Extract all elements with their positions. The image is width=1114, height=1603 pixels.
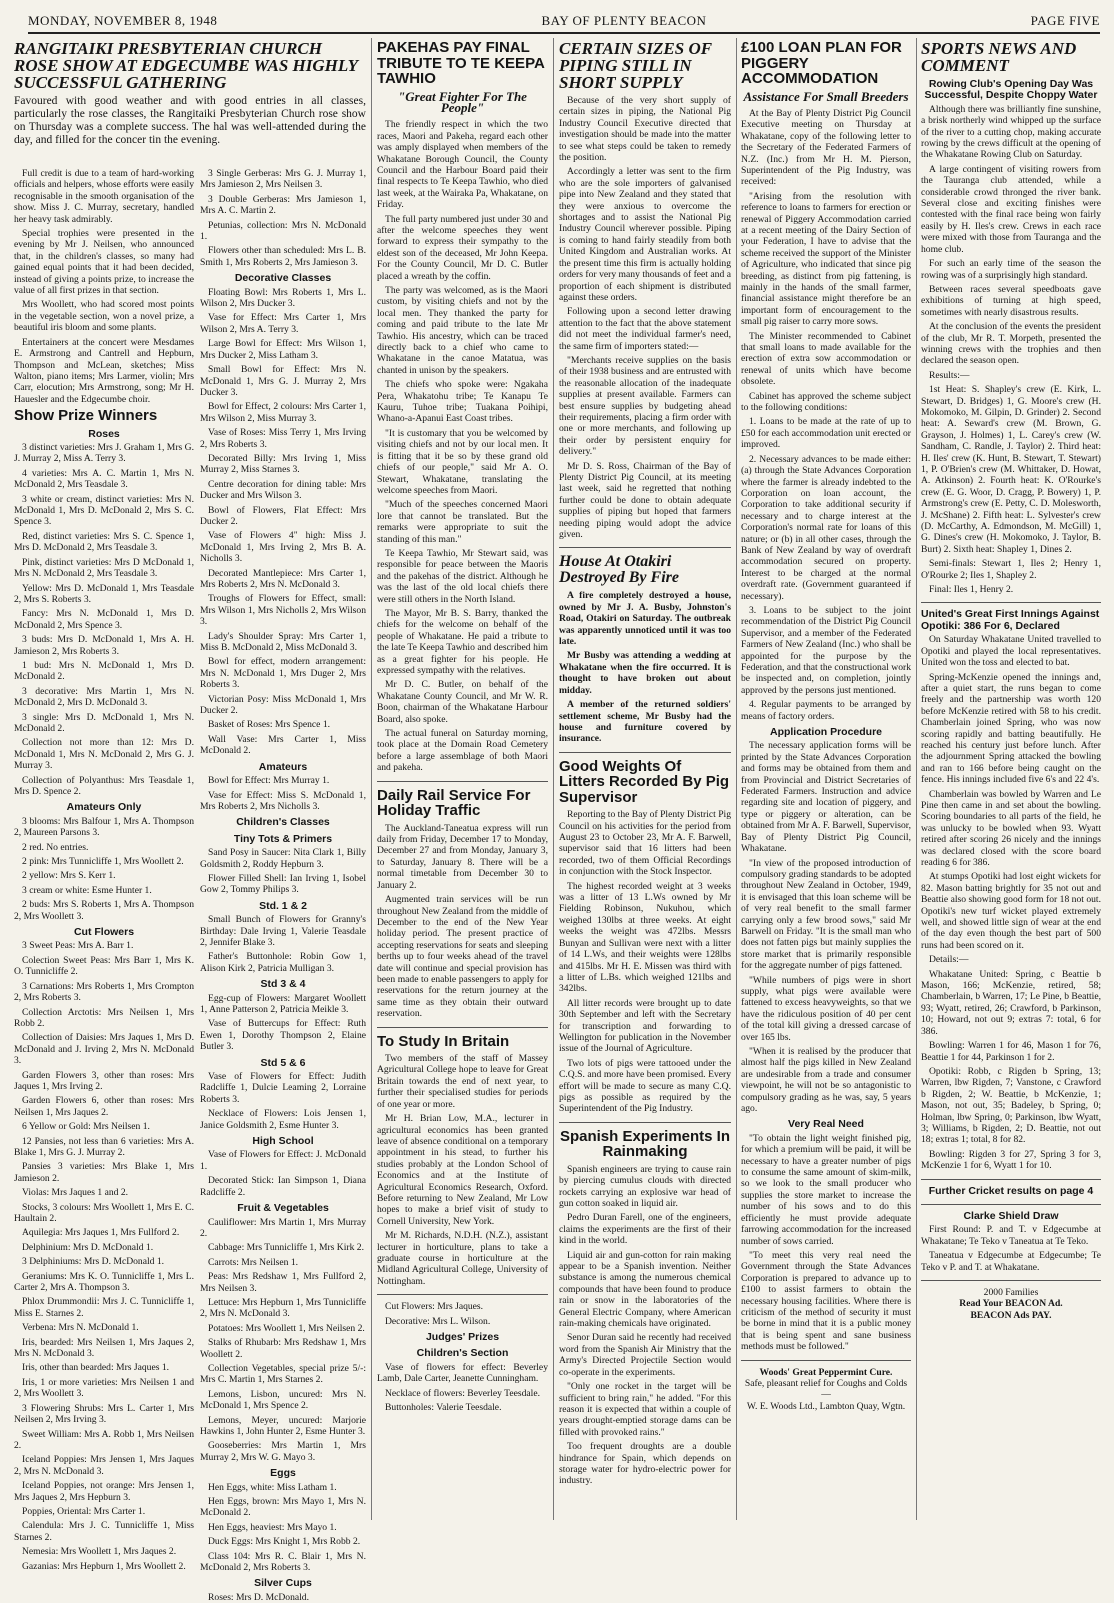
paragraph: Fancy: Mrs N. McDonald 1, Mrs D. McDonald 2, Mrs Spence 3. (14, 608, 194, 631)
paragraph: Although there was brilliantly fine sunshine, a brisk northerly wind whipped up the surface of the river to a cutting chop, making accurate rowing by the crews difficult at the opening of the Whakatane Rowing Club on Saturday. (921, 103, 1101, 161)
paragraph: Carrots: Mrs Neilsen 1. (208, 1256, 299, 1268)
paragraph: Roses: Mrs D. McDonald. (208, 1591, 309, 1603)
paragraph: The full party numbered just under 30 and after the welcome speeches they went forward to express their sympathy to the eldest son of the deceased, Mr John Keepa. For the County Council, Mr D. C. Butler placed a wreath by the coffin. (377, 213, 548, 282)
paragraph: 3 distinct varieties: Mrs J. Graham 1, Mrs G. J. Murray 2, Miss A. Terry 3. (14, 442, 194, 465)
paragraph: Two lots of pigs were tattooed under the C.Q.S. and more have been promised. Every effort will be made to secure as many C.Q. pigs as possible as required by the Superintendent of the Pig Industry. (559, 1057, 731, 1115)
paragraph: Nemesia: Mrs Woollett 1, Mrs Jaques 2. (22, 1546, 177, 1558)
paragraph: Vase of Roses: Miss Terry 1, Mrs Irving 2, Mrs Roberts 3. (200, 427, 366, 450)
paragraph: Too frequent droughts are a double hindrance for Spain, which depends on storage water for hydro-electric power for industry. (559, 1441, 731, 1487)
divider (921, 1280, 1101, 1281)
divider (559, 547, 731, 548)
paragraph: Poppies, Oriental: Mrs Carter 1. (22, 1505, 146, 1517)
paragraph: Opotiki: Robb, c Rigden b Spring, 13; Warren, lbw Rigden, 7; Vanstone, c Crawford b Rigden, 2; W. Beattie, b McKenzie, 1; Mason, not out, 35; Badeley, b Spring, 0; Holman, lbw Spring, 0; Parkinson, lbw Wyatt, 3; Williams, b Rigden, 2; D. Beattie, not out 18; extras 1; total, 8 for 82. (921, 1065, 1101, 1146)
real-need-heading: Very Real Need (788, 1118, 864, 1131)
paragraph: Mr M. Richards, N.D.H. (N.Z.), assistant lecturer in horticulture, plans to take a graduate course in horticulture at the Midland Agricultural College, University of Nottingham. (377, 1230, 548, 1287)
loan-plan-headline: £100 LOAN PLAN FOR PIGGERY ACCOMMODATION (741, 39, 902, 87)
gerberas-list (200, 168, 366, 268)
paragraph: Geraniums: Mrs K. O. Tunnicliffe 1, Mrs L. Carter 2, Mrs A. Thompson 3. (14, 1270, 194, 1294)
paragraph: Buttonholes: Valerie Teesdale. (385, 1402, 502, 1414)
paragraph: On Saturday Whakatane United travelled to Opotiki and played the local representatives. United won the toss and elected to bat. (921, 634, 1101, 669)
paragraph: Vase of Flowers for Effect: Judith Radcliffe 1, Dulcie Leaming 2, Lorraine Roberts 3. (200, 1071, 366, 1105)
std-3-4-heading: Std 3 & 4 (260, 978, 306, 991)
clarke-shield-heading: Clarke Shield Draw (963, 1209, 1059, 1222)
paragraph: Liquid air and gun-cotton for rain making appear to be a Spanish invention. Neither substance is among the numerous chemical compounds that have been found to produce rain or snow in the laboratories of the General Electric Company, where American rain-making chemicals have originated. (559, 1249, 731, 1330)
paragraph: Delphinium: Mrs D. McDonald 1. (22, 1241, 154, 1253)
divider (377, 1027, 548, 1028)
britain-headline: To Study In Britain (377, 1032, 510, 1050)
divider (377, 781, 548, 782)
paragraph: 12 Pansies, not less than 6 varieties: Mrs A. Blake 1, Mrs G. J. Murray 2. (14, 1135, 194, 1158)
paragraph: The Minister recommended to Cabinet that small loans to made available for the erection of extra sow accommodation or renewal of units which have become obsolete. (741, 330, 911, 388)
paragraph: Vase of Buttercups for Effect: Ruth Ewen 1, Dorothy Thompson 2, Elaine Butler 3. (200, 1018, 366, 1053)
silver-cups-heading: Silver Cups (254, 1577, 312, 1590)
paragraph: 3 Single Gerberas: Mrs G. J. Murray 1, Mrs Jamieson 2, Mrs Neilsen 3. (200, 168, 366, 191)
paragraph: Decorated Mantlepiece: Mrs Carter 1, Mrs Roberts 2, Mrs N. McDonald 3. (200, 567, 366, 590)
paragraph: 3 Sweet Peas: Mrs A. Barr 1. (22, 940, 134, 952)
paragraph: Lemons, Meyer, uncured: Marjorie Hawkins 1, John Hunter 2, Esme Hunter 3. (200, 1414, 366, 1437)
paragraph: Mrs Woollett, who had scored most points in the vegetable section, won a novel prize, a beautiful iris bloom and some plants. (14, 299, 194, 334)
judges-list (377, 1362, 548, 1414)
column-4 (559, 38, 731, 1520)
judges-subheading: Children's Section (416, 1347, 509, 1360)
paragraph: Bowling: Rigden 3 for 27, Spring 3 for 3, McKenzie 1 for 6, Wyatt 1 for 10. (921, 1148, 1101, 1172)
loan-plan-subhead: Assistance For Small Breeders (743, 88, 909, 104)
paragraph: 1 bud: Mrs N. McDonald 1, Mrs D. McDonald 2. (14, 659, 194, 683)
application-body (741, 740, 911, 1114)
cricket-body (921, 634, 1101, 1171)
childrens-heading: Children's Classes (236, 816, 330, 829)
paragraph: Stalks of Rhubarb: Mrs Redshaw 1, Mrs Woollett 2. (200, 1337, 366, 1360)
paragraph: Flower Filled Shell: Ian Irving 1, Isobel Gow 2, Tommy Philips 3. (200, 872, 366, 896)
paragraph: Mr D. S. Ross, Chairman of the Bay of Plenty District Pig Council, at its meeting last week, said he regretted that nothing further could be done to obtain adequate supplies of piping but hoped that farmers needing piping would adopt the advice given. (559, 460, 731, 541)
paragraph: Details:— (929, 954, 969, 966)
issue-date: MONDAY, NOVEMBER 8, 1948 (28, 13, 218, 28)
paragraph: 3 Carnations: Mrs Roberts 1, Mrs Crompton 2, Mrs Roberts 3. (14, 980, 194, 1004)
paragraph: Hen Eggs, white: Miss Latham 1. (208, 1481, 337, 1493)
cricket-heading: United's Great First Innings Against Opotiki: 386 For 6, Declared (921, 608, 1100, 632)
paragraph: Gazanias: Mrs Hepburn 1, Mrs Woollett 2. (22, 1560, 186, 1572)
paragraph: 3 single: Mrs D. McDonald 1, Mrs N. McDonald 2. (14, 711, 194, 734)
paragraph: Wall Vase: Mrs Carter 1, Miss McDonald 2. (200, 733, 366, 757)
paragraph: Pink, distinct varieties: Mrs D McDonald 1, Mrs N. McDonald 2, Mrs Teasdale 3. (14, 556, 194, 580)
application-heading: Application Procedure (769, 726, 883, 739)
std-5-6-list (200, 1071, 366, 1131)
paragraph: Violas: Mrs Jaques 1 and 2. (22, 1187, 129, 1199)
paragraph: The highest recorded weight at 3 weeks was a litter of 13 L.Ws owned by Mr Fielding Robinson, Nukuhou, which weighed 130lbs at three weeks. At eight weeks the weight was 472lbs. Messrs Bunyan and Sullivan were next with a litter of 14 L.Ws, and their weights were 128lbs and 415lbs. Mr H. E. Missen was third with a litter of L.Bs. which weighed 121lbs and 342lbs. (559, 880, 731, 995)
paragraph: Hen Eggs, heaviest: Mrs Mayo 1. (208, 1521, 337, 1533)
paragraph: 3 decorative: Mrs Martin 1, Mrs N. McDonald 2, Mrs D. McDonald 3. (14, 685, 194, 709)
paragraph: The Auckland-Taneatua express will run daily from Friday, December 17 to Monday, December 27 and from Monday, January 3, to Saturday, January 8. There will be a normal timetable from December 30 to January 2. (377, 822, 548, 891)
paragraph: Bowl for effect, modern arrangement: Mrs N. McDonald 1, Mrs Duger 2, Mrs Roberts 3. (200, 656, 366, 691)
paragraph: First Round: P. and T. v Edgecumbe at Whakatane; Te Teko v Taneatua at Te Teko. (921, 1224, 1101, 1247)
paragraph: Stocks, 3 colours: Mrs Woollett 1, Mrs E. C. Haultain 2. (14, 1201, 194, 1224)
std-1-2-list (200, 914, 366, 974)
paragraph: Pansies 3 varieties: Mrs Blake 1, Mrs Jamieson 2. (14, 1161, 194, 1184)
rowing-body (921, 104, 1101, 596)
tiny-tots-list (200, 847, 366, 896)
paragraph: Chamberlain was bowled by Warren and Le Pine then came in and set about the bowling. Scoring boundaries to all parts of the field, he was unlucky to be bowled when 93. Wyatt retired after scoring 26 nicely and the innings was declared closed with the score board reading 6 for 386. (921, 788, 1101, 868)
paragraph: Following upon a second letter drawing attention to the fact that the above statement did not meet the individual farmer's need, the same firm of importers stated:— (559, 306, 731, 352)
paragraph: Bowl for Effect: Mrs Murray 1. (208, 775, 330, 787)
paragraph: Verbena: Mrs N. McDonald 1. (22, 1322, 139, 1334)
paragraph: Centre decoration for dining table: Mrs Ducker and Mrs Wilson 3. (200, 478, 366, 502)
roses-heading: Roses (88, 427, 120, 440)
paragraph: "Only one rocket in the target will be sufficient to bring rain," he added. "For this reason it is expected that within a couple of years drought-emptied storage dams can be filled with provoked rains." (559, 1381, 731, 1438)
column-1 (14, 168, 194, 1572)
rose-show-body (14, 168, 194, 405)
paragraph: Colection Sweet Peas: Mrs Barr 1, Mrs K. O. Tunnicliffe 2. (14, 954, 194, 978)
paragraph: Vase for Effect: Miss S. McDonald 1, Mrs Roberts 2, Mrs Nicholls 3. (200, 789, 366, 812)
paragraph: Bowl of Flowers, Flat Effect: Mrs Ducker 2. (200, 504, 366, 527)
paragraph: Large Bowl for Effect: Mrs Wilson 1, Mrs Ducker 2, Miss Latham 3. (200, 338, 366, 361)
amateurs-heading: Amateurs (258, 760, 308, 773)
tribute-body (377, 119, 548, 773)
paragraph: Collection Vegetables, special prize 5/-: Mrs C. Martin 1, Mrs Starnes 2. (200, 1362, 366, 1386)
paragraph: 4 varieties: Mrs A. C. Martin 1, Mrs N. McDonald 2, Mrs Teasdale 3. (14, 467, 194, 491)
paragraph: Te Keepa Tawhio, Mr Stewart said, was responsible for peace between the Maoris and the pakehas of the district. Although he was the last of the old local chiefs there were still others in the North Island. (377, 547, 548, 605)
litters-body (559, 809, 731, 1115)
masthead (28, 10, 1100, 34)
paragraph: "When it is realised by the producer that almost half the pigs killed in New Zealand are undesirable from a trade and consumer viewpoint, he will not be so antagonistic to compulsory grading as he was, say, 5 years ago. (741, 1046, 911, 1115)
paragraph: Collection of Daisies: Mrs Jaques 1, Mrs D. McDonald and J. Irving 2, Mrs N. McDonald 3. (14, 1032, 194, 1067)
paragraph: "In view of the proposed introduction of compulsory grading standards to be adopted throughout New Zealand in October, 1949, it is envisaged that this loan scheme will be of very real benefit to the small farmer carrying only a few brood sows," said Mr Barwell on Friday. "It is the small man who does not fatten pigs but mainly supplies the store market that is primarily responsible for the aggregate number of pigs fattened. (741, 857, 911, 972)
paragraph: 3 Delphiniums: Mrs D. McDonald 1. (22, 1256, 165, 1268)
paragraph: Collection of Polyanthus: Mrs Teasdale 1, Mrs D. Spence 2. (14, 774, 194, 797)
cut-flowers-heading: Cut Flowers (73, 926, 135, 939)
divider (741, 1360, 911, 1361)
read-beacon-ad: Read Your BEACON Ad. (959, 1298, 1063, 1310)
paper-name: BAY OF PLENTY BEACON (541, 13, 707, 28)
paragraph: The friendly respect in which the two races, Maori and Pakeha, regard each other was amply displayed when members of the Whakatane Borough Council, the County Council and the Harbour Board paid their final respects to Te Keepa Tawhio, who died last week, at the Wairaka Pa, Whakatane, on Friday. (377, 119, 548, 211)
paragraph: The party was welcomed, as is the Maori custom, by visiting chiefs and not by the local men. They thanked the party for coming and paid tribute to the late Mr Tawhio. His ancestry, which can be traced directly back to a chief who came to Whakatane in the canoe Matatua, was chanted in unison by the speakers. (377, 285, 548, 376)
paragraph: Entertainers at the concert were Mesdames E. Armstrong and Cantrell and Hepburn, Thompson and McLean, sketches; Miss Walton, piano items; Mrs Larmer, violin; Mrs Carr, elocution; Mrs Armstrong, song; Mr H. Hauesler and the Edgecumbe choir. (14, 336, 194, 405)
rainmaking-headline: Spanish Experiments In Rainmaking (559, 1127, 731, 1161)
tiny-tots-heading: Tiny Tots & Primers (233, 832, 333, 845)
column-5 (741, 38, 911, 1520)
paragraph: Vase of Flowers 4" high: Miss J. McDonald 1, Mrs Irving 2, Mrs B. A. Nicholls 3. (200, 530, 366, 565)
cut-flowers-list (14, 940, 194, 1572)
paragraph: 2 pink: Mrs Tunnicliffe 1, Mrs Woollett 2. (22, 856, 184, 868)
rose-show-header (14, 38, 366, 166)
paragraph: Final: Iles 1, Henry 2. (929, 584, 1014, 596)
families-ad: 2000 Families (983, 1287, 1039, 1298)
paragraph: Results:— (929, 369, 970, 381)
peppermint-ad-title: Woods' Great Peppermint Cure. (759, 1366, 893, 1378)
paragraph: The chiefs who spoke were: Ngakaha Pera, Whakatohu tribe; Te Kanapu Te Kauru, Tuhoe tribe; Tuakana Poihipi, Whano-a-Apanui East Coast tribes. (377, 379, 548, 425)
paragraph: Pedro Duran Farell, one of the engineers, claims the experiments are the first of their kind in the world. (559, 1212, 731, 1247)
paragraph: Father's Buttonhole: Robin Gow 1, Alison Kirk 2, Patricia Mulligan 3. (200, 951, 366, 974)
paragraph: Small Bunch of Flowers for Granny's Birthday: Dale Irving 1, Valerie Teasdale 2, Jennifer Blake 3. (200, 914, 366, 948)
paragraph: 3 white or cream, distinct varieties: Mrs N. McDonald 1, Mrs D. McDonald 2, Mrs S. C. Spence 3. (14, 493, 194, 528)
paragraph: 3 Flowering Shrubs: Mrs L. Carter 1, Mrs Neilsen 2, Mrs Irving 3. (14, 1402, 194, 1426)
fire-headline: House At Otakiri Destroyed By Fire (559, 553, 679, 587)
paragraph: For such an early time of the season the rowing was of a surprisingly high standard. (921, 258, 1101, 281)
paragraph: Lady's Shoulder Spray: Mrs Carter 1, Miss B. McDonald 2, Miss McDonald 3. (200, 630, 366, 654)
paragraph: 2 red. No entries. (22, 841, 89, 853)
paragraph: "Arising from the resolution with reference to loans to farmers for erection or renewal of Piggery Accommodation carried at a recent meeting of the Dairy Section of your Federation, I have to advise that the scheme received the support of the Minister of Agriculture, who indicated that since pig breeding, as distinct from pig fattening, is mainly in the hands of the small farmer, financial assistance might therefore be an important form of encouragement to the small pig raiser to carry more sows. (741, 190, 911, 328)
paragraph: Mr H. Brian Low, M.A., lecturer in agricultural economics has been granted leave of absence conditional on a temporary appointment in his stead, to further his studies probably at the London School of Economics and at the Institute of Agricultural Economics Research, Oxford. Before returning to New Zealand, Mr Low hopes to make a brief visit of study to Cornell University, New York. (377, 1113, 548, 1227)
paragraph: Between races several speedboats gave exhibitions of turning at high speed, sometimes with nearly disastrous results. (921, 283, 1101, 318)
column-rule (371, 38, 372, 1520)
rail-headline: Daily Rail Service For Holiday Traffic (377, 786, 531, 820)
paragraph: 1st Heat: S. Shapley's crew (E. Kirk, L. Stewart, D. Bridges) 1, G. Moore's crew (H. Mokomoko, M. Gilpin, D. Grinder) 2. Second heat: A. Seward's crew (M. Brown, G. Grayson, J. Holmes) 1, L. Carey's crew (W. Sandham, C. Randle, J. Taylor) 2. Third heat: H. Iles' crew (K. Hunt, B. Stewart, T. Stewart) 1, P. O'Brien's crew (M. Whittaker, D. Howat, A. Atkinson) 2. Fourth heat: K. O'Rourke's crew (E. G. Woor, D. Cragg, P. Bowery) 1, P. Armstrong's crew (E. Petty, C. D. Molesworth, J. McShane) 2. Fifth heat: L. Sylvester's crew (D. McCarthy, A. Edmondson, M. McGill) 1, G. Dines's crew (H. Mokomoko, J. Taylor, B. Burt) 2. Sixth heat: Shapley 1, Dines 2. (921, 384, 1101, 555)
paragraph: Basket of Roses: Mrs Spence 1. (208, 719, 331, 731)
paragraph: Gooseberries: Mrs Martin 1, Mrs Murray 2, Mrs W. G. Mayo 3. (200, 1440, 366, 1463)
divider (559, 1122, 731, 1123)
paragraph: Taneatua v Edgecumbe at Edgecumbe; Te Teko v P. and T. at Whakatane. (921, 1250, 1101, 1273)
paragraph: Flowers other than scheduled: Mrs L. B. Smith 1, Mrs Roberts 2, Mrs Jamieson 3. (200, 245, 366, 268)
paragraph: Collection not more than 12: Mrs D. McDonald 1, Mrs N. McDonald 2, Mrs G. J. Murray 3. (14, 737, 194, 772)
paragraph: Lemons, Lisbon, uncured: Mrs N. McDonald 1, Mrs Spence 2. (200, 1388, 366, 1412)
paragraph: Spring-McKenzie opened the innings and, after a quiet start, the runs began to come freely and the partnership was worth 120 before McKenzie retired with 58 to his credit. Chamberlain joined Spring, who was now scoring rapidly and batting beautifully. He reached his century just before lunch. After the adjournment Spring attacked the bowling and ran to 166 before being caught on the fence. His innings included five 6's and 22 4's. (921, 671, 1101, 786)
paragraph: 6 Yellow or Gold: Mrs Neilsen 1. (22, 1121, 150, 1133)
paragraph: Necklace of Flowers: Lois Jensen 1, Janice Goldsmith 2, Esme Hunter 3. (200, 1108, 366, 1131)
tribute-subhead: "Great Fighter For The People" (398, 88, 527, 115)
amateurs-list (200, 775, 366, 812)
paragraph: 2 buds: Mrs S. Roberts 1, Mrs A. Thompson 2, Mrs Woollett 3. (14, 899, 194, 922)
column-rule (553, 38, 554, 1520)
piping-body (559, 95, 731, 540)
rainmaking-body (559, 1164, 731, 1487)
paragraph: Sweet William: Mrs A. Robb 1, Mrs Neilsen 2. (14, 1428, 194, 1451)
paragraph: Troughs of Flowers for Effect, small: Mrs Wilson 1, Mrs Nicholls 2, Mrs Wilson 3. (200, 593, 366, 628)
paragraph: Augmented train services will be run throughout New Zealand from the middle of December to the end of the New Year holiday period. The present practice of accepting reservations for seats and sleeping berths up to four weeks ahead of the travel date will continue and special provision has been made to enable passengers to apply for reservations for the return journey at the same time as they obtain their outward reservation. (377, 894, 548, 1020)
paragraph: Full credit is due to a team of hard-working officials and helpers, whose efforts were easily recognisable in the smooth organisation of the show. Miss J. C. Murray, secretary, handled her heavy task admirably. (14, 168, 194, 225)
paragraph: A member of the returned soldiers' settlement scheme, Mr Busby had the house and furniture covered by insurance. (559, 699, 731, 745)
paragraph: A fire completely destroyed a house, owned by Mr J. A. Busby, Johnston's Road, Otakiri on Saturday. The outbreak was apparently unnoticed until it was too late. (559, 590, 731, 648)
paragraph: Duck Eggs: Mrs Knight 1, Mrs Robb 2. (208, 1536, 361, 1548)
prize-winners-heading: Show Prize Winners (14, 407, 158, 425)
real-need-body (741, 1133, 911, 1353)
divider (921, 602, 1101, 603)
paragraph: Phlox Drummondii: Mrs J. C. Tunnicliffe 1, Miss E. Starnes 2. (14, 1296, 194, 1319)
divider (377, 1294, 548, 1295)
std-1-2-heading: Std. 1 & 2 (259, 899, 307, 912)
paragraph: Class 104: Mrs R. C. Blair 1, Mrs N. McDonald 2, Mrs Roberts 3. (200, 1550, 366, 1574)
paragraph: Cabbage: Mrs Tunnicliffe 1, Mrs Kirk 2. (208, 1242, 364, 1254)
fruit-veg-heading: Fruit & Vegetables (237, 1202, 329, 1215)
paragraph: Iceland Poppies: Mrs Jensen 1, Mrs Jaques 2, Mrs N. McDonald 3. (14, 1454, 194, 1477)
paragraph: Spanish engineers are trying to cause rain by piercing cumulus clouds with directed rockets carrying an explosive war head of gun cotton soaked in liquid air. (559, 1163, 731, 1209)
paragraph: 2. Necessary advances to be made either: (a) through the State Advances Corporation where the farmer is already indebted to the Corporation on loan account, the Corporation to take additional security if necessary and to charge interest at the Corporation's normal rate for loans of this nature; or (b) in all other cases, through the Bank of New Zealand by way of overdraft accommodation secured on property. Interest to be charged at the normal overdraft rate. (Government guaranteed if necessary). (741, 453, 911, 602)
column-rule (916, 38, 917, 1520)
paragraph: "While numbers of pigs were in short supply, what pigs were available were fattened to excess heavyweights, so that we have the ridiculous position of 40 per cent of the total kill giving a dressed carcase of over 165 lbs. (741, 974, 911, 1043)
paragraph: At stumps Opotiki had lost eight wickets for 82. Mason batting brightly for 35 not out and Beattie also showing good form for 18 not out. Opotiki's new turf wicket played extremely well, and showed little sign of wear at the end of the day even though the best part of 500 runs had been scored on it. (921, 871, 1101, 951)
std-5-6-heading: Std 5 & 6 (260, 1056, 306, 1069)
std-3-4-list (200, 993, 366, 1053)
paragraph: Decorated Stick: Ian Simpson 1, Diana Radcliffe 2. (200, 1175, 366, 1198)
paragraph: "To obtain the light weight finished pig, for which a premium will be paid, it will be necessary to have a greater number of pigs to consume the same amount of skim-milk, so we look to the small producer who supplies the store market to increase the number of his sows and to do this efficiently he must provide adequate farrowing accommodation for the increased number of sows carried. (741, 1132, 911, 1247)
paragraph: Vase of Flowers for Effect: J. McDonald 1. (200, 1149, 366, 1172)
paragraph: Collection Arctotis: Mrs Neilsen 1, Mrs Robb 2. (14, 1006, 194, 1029)
paragraph: Two members of the staff of Massey Agricultural College hope to leave for Great Britain towards the end of next year, to further their specialised studies for periods of one year or more. (377, 1053, 548, 1110)
paragraph: The actual funeral on Saturday morning, took place at the Domain Road Cemetery before a large assemblage of both Maori and pakeha. (377, 728, 548, 774)
decorative-list (200, 287, 366, 757)
paragraph: Cauliflower: Mrs Martin 1, Mrs Murray 2. (200, 1216, 366, 1239)
paragraph: 3 Double Gerberas: Mrs Jamieson 1, Mrs A. C. Martin 2. (200, 193, 366, 217)
paragraph: Garden Flowers 3, other than roses: Mrs Jaques 1, Mrs Irving 2. (14, 1069, 194, 1092)
divider (921, 1179, 1101, 1180)
paragraph: 2 yellow: Mrs S. Kerr 1. (22, 870, 116, 882)
column-rule (736, 38, 737, 1520)
loan-plan-body (741, 108, 911, 722)
clarke-shield-body (921, 1224, 1101, 1273)
eggs-heading: Eggs (270, 1467, 296, 1480)
paragraph: 4. Regular payments to be arranged by means of factory orders. (741, 699, 911, 722)
rowing-heading: Rowing Club's Opening Day Was Successful, Despite Choppy Water (924, 78, 1098, 102)
eggs-list (200, 1482, 366, 1574)
paragraph: Potatoes: Mrs Woollett 1, Mrs Neilsen 2. (208, 1322, 365, 1334)
paragraph: Petunias, collection: Mrs N. McDonald 1. (200, 219, 366, 243)
paragraph: 1. Loans to be made at the rate of up to £50 for each accommodation unit erected or improved. (741, 416, 911, 451)
silver-cups-list (200, 1592, 366, 1603)
paragraph: Cut Flowers: Mrs Jaques. (385, 1301, 484, 1313)
paragraph: The Mayor, Mr B. S. Barry, thanked the chiefs for the welcome on behalf of the people of Whakatane. He paid a tribute to the late Te Keepa Tawhio and described him as a great fighter for his people. He expressed sympathy with the relatives. (377, 607, 548, 676)
paragraph: Hen Eggs, brown: Mrs Mayo 1, Mrs N. McDonald 2. (200, 1496, 366, 1519)
paragraph: "To meet this very real need the Government through the State Advances Corporation is prepared to advance up to £100 to assist farmers to obtain the necessary housing facilities. Where there is criticism of the method of security it must be borne in mind that it is a public money that is being spent and sane business methods must be followed." (741, 1249, 911, 1353)
britain-body (377, 1053, 548, 1287)
paragraph: Senor Duran said he recently had received word from the Spanish Air Ministry that the Army's Directed Projectile Section would co-operate in the experiments. (559, 1332, 731, 1378)
paragraph: Small Bowl for Effect: Mrs N. McDonald 1, Mrs G. J. Murray 2, Mrs Ducker 3. (200, 364, 366, 398)
paragraph: Iris, bearded: Mrs Neilsen 1, Mrs Jaques 2, Mrs N. McDonald 3. (14, 1336, 194, 1360)
paragraph: Decorative: Mrs L. Wilson. (385, 1315, 491, 1327)
paragraph: Mr Busby was attending a wedding at Whakatane when the fire occurred. It is thought to have broken out about midday. (559, 650, 731, 696)
paragraph: Because of the very short supply of certain sizes in piping, the National Pig Industry Council Executive directed that investigation should be made into the matter to see what steps could be taken to remedy the position. (559, 95, 731, 164)
paragraph: Sand Posy in Saucer: Nita Clark 1, Billy Goldsmith 2, Roddy Hepburn 3. (200, 847, 366, 870)
paragraph: Cabinet has approved the scheme subject to the following conditions: (741, 390, 911, 414)
paragraph: A large contingent of visiting rowers from the Tauranga club attended, while a considerable crowd thronged the river bank. Several close and exciting finishes were contested with the final race being won fairly easily by H. Iles's crew. Crews in each race were mixed with those from Tauranga and the home club. (921, 163, 1101, 255)
tribute-headline: PAKEHAS PAY FINAL TRIBUTE TO TE KEEPA TAWHIO (377, 39, 545, 87)
paragraph: Iris, 1 or more varieties: Mrs Neilsen 1 and 2, Mrs Woollett 3. (14, 1376, 194, 1400)
divider (559, 752, 731, 753)
fruit-veg-list (200, 1217, 366, 1464)
rose-show-lead: Favoured with good weather and with good entries in all classes, particularly the rose classes, the Rangitaiki Presbyterian Church rose show on Thursday was a complete success. The hal was well-attended during the day, and filled for the concer tin the evening. (14, 95, 366, 146)
paragraph: At the conclusion of the events the president of the club, Mr R. T. Morpeth, presented the winning crews with the trophies and then declared the season open. (921, 321, 1101, 367)
page-number: PAGE FIVE (1030, 13, 1100, 28)
paragraph: The necessary application forms will be printed by the State Advances Corporation and forms may be obtained from them and from Provincial and District Secretaries of Federated Farmers. Instruction and advice regarding site and location of piggery, and type or piggery or alteration, can be obtained from Mr A. F. Barwell, Supervisor, Bay of Plenty District Pig Council, Whakatane. (741, 740, 911, 855)
paragraph: Peas: Mrs Redshaw 1, Mrs Fullford 2, Mrs Neilsen 3. (200, 1271, 366, 1294)
paragraph: At the Bay of Plenty District Pig Council Executive meeting on Thursday at Whakatane, copy of the following letter to the Secretary of the Federated Farmers of N.Z. (Inc.) from Mr H. M. Pierson, Superintendent of the Pig Industry, was received: (741, 107, 911, 188)
paragraph: Necklace of flowers: Beverley Teesdale. (385, 1387, 540, 1399)
paragraph: Lettuce: Mrs Hepburn 1, Mrs Tunnicliffe 2, Mrs N. McDonald 3. (200, 1296, 366, 1320)
paragraph: Floating Bowl: Mrs Roberts 1, Mrs L. Wilson 2, Mrs Ducker 3. (200, 286, 366, 310)
paragraph: "Much of the speeches concerned Maori lore that cannot be translated. But the remarks were appropriate to suit the standing of this man." (377, 499, 548, 545)
paragraph: Reporting to the Bay of Plenty District Pig Council on his activities for the period from August 23 to October 23, Mr A. F. Barwell, supervisor said that 16 litters had been recorded, two of them Official Recordings in conjunction with the Stock Inspector. (559, 809, 731, 878)
fire-body (559, 590, 731, 744)
paragraph: Bowl for Effect, 2 colours: Mrs Carter 1, Mrs Wilson 2, Miss Murray 3. (200, 401, 366, 424)
paragraph: Garden Flowers 6, other than roses: Mrs Neilsen 1, Mrs Jaques 2. (14, 1095, 194, 1118)
paragraph: "Merchants receive supplies on the basis of their 1938 business and are entrusted with the reasonable allocation of the inadequate supplies at present available. Farmers can best ensure supplies by budgeting ahead their requirements, placing a firm order with one or more merchants, and following up their order by persistent enquiry for delivery." (559, 354, 731, 458)
paragraph: 3 buds: Mrs D. McDonald 1, Mrs A. H. Jamieson 2, Mrs Roberts 3. (14, 634, 194, 657)
prize-continuation (377, 1301, 548, 1327)
litters-headline: Good Weights Of Litters Recorded By Pig Supervisor (559, 757, 730, 806)
rail-body (377, 823, 548, 1020)
paragraph: Aquilegia: Mrs Jaques 1, Mrs Fullford 2. (22, 1227, 180, 1239)
high-school-list (200, 1149, 366, 1198)
paragraph: Decorated Billy: Mrs Irving 1, Miss Murray 2, Miss Starnes 3. (200, 452, 366, 476)
paragraph: Yellow: Mrs D. McDonald 1, Mrs Teasdale 2, Mrs S. Roberts 3. (14, 582, 194, 605)
beacon-pay-ad: BEACON Ads PAY. (970, 1309, 1052, 1321)
paragraph: Mr D. C. Butler, on behalf of the Whakatane County Council, and Mr W. R. Boon, chairman of the Whakatane Harbour Board, also spoke. (377, 679, 548, 725)
paragraph: 3 blooms: Mrs Balfour 1, Mrs A. Thompson 2, Maureen Parsons 3. (14, 815, 194, 839)
paragraph: Accordingly a letter was sent to the firm who are the sole importers of galvanised pipe into New Zealand and they stated that they were anxious to overcome the shortages and to assist the National Pig Industry Council wherever possible. Piping is coming to hand fairly steadily from both United Kingdom and Australian works. At the present time this firm is actually holding orders for very many thousands of feet and a proportion of each shipment is distributed against these orders. (559, 166, 731, 303)
further-cricket-note: Further Cricket results on page 4 (928, 1184, 1094, 1197)
paragraph: Iceland Poppies, not orange: Mrs Jensen 1, Mrs Jaques 2, Mrs Hepburn 3. (14, 1480, 194, 1503)
roses-list (14, 442, 194, 797)
column-6 (921, 38, 1101, 1520)
peppermint-ad-line: Safe, pleasant relief for Coughs and Colds— (744, 1377, 908, 1401)
paragraph: Victorian Posy: Miss McDonald 1, Mrs Ducker 2. (200, 693, 366, 717)
paragraph: Semi-finals: Stewart 1, Iles 2; Henry 1, O'Rourke 2; Iles 1, Shapley 2. (921, 558, 1101, 581)
piping-headline: CERTAIN SIZES OF PIPING STILL IN SHORT SUPPLY (559, 39, 712, 92)
paragraph: "It is customary that you be welcomed by visiting chiefs and not by our local men. It is fitting that it be so by these grand old chiefs of our people," said Mr A. O. Stewart, Whakatane, translating the welcome speeches from Maori. (377, 427, 548, 496)
paragraph: Calendula: Mrs J. C. Tunnicliffe 1, Miss Starnes 2. (14, 1520, 194, 1543)
paragraph: Special trophies were presented in the evening by Mr J. Neilsen, who announced that, in the children's classes, so many had gained equal points that it had been decided, instead of giving a points prize, to increase the value of all first prizes in that section. (14, 228, 194, 297)
paragraph: Vase of flowers for effect: Beverley Lamb, Dale Carter, Jeanette Cunningham. (377, 1361, 548, 1385)
paragraph: Iris, other than bearded: Mrs Jaques 1. (22, 1362, 170, 1374)
paragraph: All litter records were brought up to date 30th September and left with the Secretary for transcription and forwarding to Wellington for publication in the November issue of the Journal of Agriculture. (559, 997, 731, 1055)
paragraph: 3 cream or white: Esme Hunter 1. (22, 884, 152, 896)
paragraph: Whakatane United: Spring, c Beattie b Mason, 166; McKenzie, retired, 58; Chamberlain, b Warren, 17; Le Pine, b Beattie, 93; Wyatt, retired, 26; Crawford, b Parkinson, 10; Howard, not out 9; extras 7: total, 6 for 386. (921, 968, 1101, 1037)
column-2 (200, 168, 366, 1603)
high-school-heading: High School (252, 1135, 314, 1148)
sports-headline: SPORTS NEWS AND COMMENT (921, 39, 1077, 75)
paragraph: Egg-cup of Flowers: Margaret Woollett 1, Anne Patterson 2, Patricia Meikle 3. (200, 992, 366, 1015)
paragraph: 3. Loans to be subject to the joint recommendation of the District Pig Council Supervisor, and a member of the Federated Farmers of New Zealand (Inc.) who shall be appointed for the purpose by the Federation, and that the constructional work be inspected and, on completion, jointly approved by the persons just mentioned. (741, 604, 911, 696)
amateurs-only-heading: Amateurs Only (66, 801, 142, 814)
decorative-heading: Decorative Classes (234, 272, 332, 285)
paragraph: Red, distinct varieties: Mrs S. C. Spence 1, Mrs D. McDonald 2, Mrs Teasdale 3. (14, 530, 194, 554)
column-3 (377, 38, 548, 1520)
divider (921, 1204, 1101, 1205)
judges-heading: Judges' Prizes (425, 1331, 500, 1343)
amateurs-only-list (14, 816, 194, 922)
paragraph: Bowling: Warren 1 for 46, Mason 1 for 76, Beattie 1 for 44, Parkinson 1 for 2. (921, 1040, 1101, 1063)
paragraph: Vase for Effect: Mrs Carter 1, Mrs Wilson 2, Mrs A. Terry 3. (200, 312, 366, 335)
peppermint-ad-maker: W. E. Woods Ltd., Lambton Quay, Wgtn. (746, 1400, 906, 1412)
rose-show-headline: RANGITAIKI PRESBYTERIAN CHURCH ROSE SHOW AT EDGECUMBE WAS HIGHLY SUCCESSFUL GATHERING (14, 39, 358, 92)
